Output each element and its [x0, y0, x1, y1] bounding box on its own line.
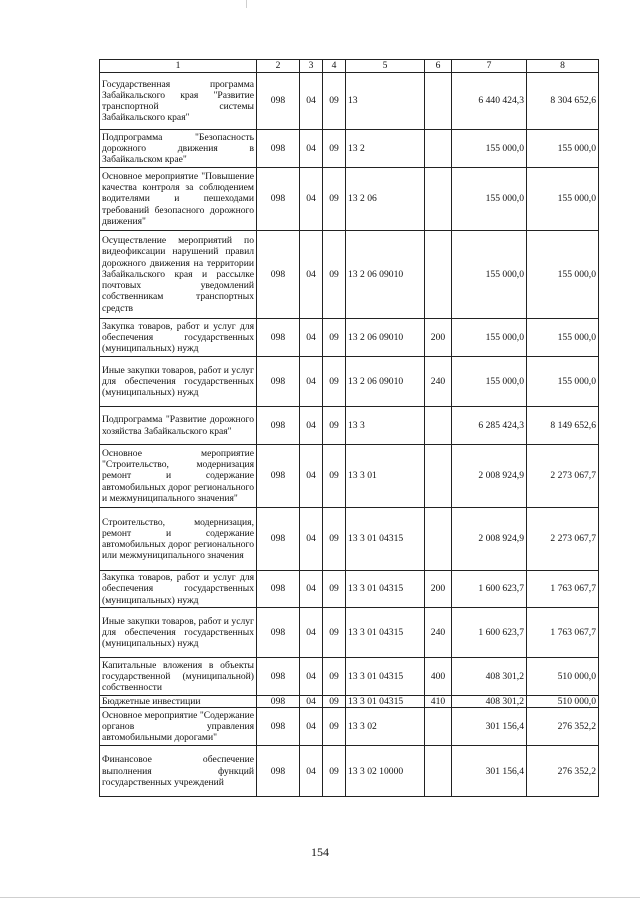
amount-year2-cell: 510 000,0 — [527, 696, 599, 708]
section-cell: 04 — [300, 608, 323, 658]
subsection-cell: 09 — [323, 746, 346, 797]
column-header: 6 — [425, 60, 452, 73]
target-article-cell: 13 2 06 09010 — [346, 231, 425, 319]
page-number: 154 — [311, 845, 329, 859]
code-ministry-cell: 098 — [257, 73, 300, 130]
expense-type-cell — [425, 130, 452, 168]
target-article-cell: 13 3 01 04315 — [346, 658, 425, 696]
expense-type-cell — [425, 445, 452, 508]
amount-year2-cell: 155 000,0 — [527, 231, 599, 319]
amount-year1-cell: 2 008 924,9 — [452, 445, 527, 508]
scan-artifact-top — [246, 0, 247, 8]
row-name-cell: Основное мероприятие "Содержание органов управления автомобильными дорогами" — [100, 708, 257, 746]
expense-type-cell: 200 — [425, 319, 452, 357]
subsection-cell: 09 — [323, 508, 346, 571]
amount-year1-cell: 155 000,0 — [452, 231, 527, 319]
column-header: 2 — [257, 60, 300, 73]
code-ministry-cell: 098 — [257, 407, 300, 445]
column-header: 3 — [300, 60, 323, 73]
amount-year2-cell: 8 149 652,6 — [527, 407, 599, 445]
table-body — [100, 73, 599, 797]
section-cell: 04 — [300, 696, 323, 708]
expense-type-cell — [425, 231, 452, 319]
code-ministry-cell: 098 — [257, 608, 300, 658]
table-row — [100, 508, 599, 571]
row-name-cell: Государственная программа Забайкальского края "Развитие транспортной системы Забайкальского края" — [100, 73, 257, 130]
section-cell: 04 — [300, 73, 323, 130]
expense-type-cell — [425, 168, 452, 231]
column-header: 5 — [346, 60, 425, 73]
row-name-cell: Закупка товаров, работ и услуг для обеспечения государственных (муниципальных) нужд — [100, 571, 257, 608]
row-name-cell: Иные закупки товаров, работ и услуг для обеспечения государственных (муниципальных) нужд — [100, 608, 257, 658]
expense-type-cell — [425, 73, 452, 130]
code-ministry-cell: 098 — [257, 658, 300, 696]
section-cell: 04 — [300, 357, 323, 407]
amount-year1-cell: 408 301,2 — [452, 696, 527, 708]
subsection-cell: 09 — [323, 73, 346, 130]
section-cell: 04 — [300, 407, 323, 445]
target-article-cell: 13 2 06 — [346, 168, 425, 231]
row-name-cell: Строительство, модернизация, ремонт и содержание автомобильных дорог регионального или межмуниципального значения — [100, 508, 257, 571]
subsection-cell: 09 — [323, 319, 346, 357]
code-ministry-cell: 098 — [257, 319, 300, 357]
row-name-cell: Основное мероприятие "Строительство, модернизация ремонт и содержание автомобильных дорог регионального и межмуниципального значения" — [100, 445, 257, 508]
amount-year1-cell: 301 156,4 — [452, 708, 527, 746]
table-row — [100, 130, 599, 168]
subsection-cell: 09 — [323, 231, 346, 319]
code-ministry-cell: 098 — [257, 746, 300, 797]
table-row — [100, 746, 599, 797]
code-ministry-cell: 098 — [257, 571, 300, 608]
section-cell: 04 — [300, 508, 323, 571]
table-row — [100, 73, 599, 130]
row-name-cell: Осуществление мероприятий по видеофиксации нарушений правил дорожного движения на территории Забайкальского края и рассылке почтовых уведомлений собственникам транспортных средств — [100, 231, 257, 319]
target-article-cell: 13 — [346, 73, 425, 130]
subsection-cell: 09 — [323, 708, 346, 746]
expense-type-cell: 200 — [425, 571, 452, 608]
amount-year1-cell: 155 000,0 — [452, 319, 527, 357]
subsection-cell: 09 — [323, 696, 346, 708]
subsection-cell: 09 — [323, 608, 346, 658]
amount-year1-cell: 155 000,0 — [452, 168, 527, 231]
row-name-cell: Закупка товаров, работ и услуг для обеспечения государственных (муниципальных) нужд — [100, 319, 257, 357]
table-row — [100, 608, 599, 658]
amount-year1-cell: 6 440 424,3 — [452, 73, 527, 130]
target-article-cell: 13 3 01 — [346, 445, 425, 508]
column-header: 8 — [527, 60, 599, 73]
section-cell: 04 — [300, 746, 323, 797]
code-ministry-cell: 098 — [257, 696, 300, 708]
code-ministry-cell: 098 — [257, 357, 300, 407]
target-article-cell: 13 3 02 — [346, 708, 425, 746]
section-cell: 04 — [300, 319, 323, 357]
amount-year2-cell: 155 000,0 — [527, 168, 599, 231]
code-ministry-cell: 098 — [257, 708, 300, 746]
table-row — [100, 168, 599, 231]
target-article-cell: 13 3 01 04315 — [346, 696, 425, 708]
target-article-cell: 13 3 01 04315 — [346, 508, 425, 571]
budget-table — [99, 59, 599, 797]
table-row — [100, 231, 599, 319]
row-name-cell: Подпрограмма "Развитие дорожного хозяйства Забайкальского края" — [100, 407, 257, 445]
target-article-cell: 13 2 — [346, 130, 425, 168]
column-header: 4 — [323, 60, 346, 73]
column-header: 7 — [452, 60, 527, 73]
section-cell: 04 — [300, 231, 323, 319]
amount-year2-cell: 155 000,0 — [527, 319, 599, 357]
table-row — [100, 407, 599, 445]
code-ministry-cell: 098 — [257, 231, 300, 319]
expense-type-cell: 410 — [425, 696, 452, 708]
row-name-cell: Основное мероприятие "Повышение качества контроля за соблюдением водителями и пешеходами требований безопасного дорожного движения" — [100, 168, 257, 231]
amount-year1-cell: 2 008 924,9 — [452, 508, 527, 571]
table-row — [100, 658, 599, 696]
expense-type-cell: 240 — [425, 357, 452, 407]
amount-year2-cell: 276 352,2 — [527, 746, 599, 797]
amount-year2-cell: 510 000,0 — [527, 658, 599, 696]
amount-year2-cell: 2 273 067,7 — [527, 508, 599, 571]
table-row — [100, 357, 599, 407]
table-header-row — [100, 60, 599, 73]
target-article-cell: 13 3 01 04315 — [346, 571, 425, 608]
amount-year2-cell: 155 000,0 — [527, 130, 599, 168]
table-row — [100, 571, 599, 608]
section-cell: 04 — [300, 445, 323, 508]
row-name-cell: Капитальные вложения в объекты государственной (муниципальной) собственности — [100, 658, 257, 696]
code-ministry-cell: 098 — [257, 508, 300, 571]
expense-type-cell — [425, 746, 452, 797]
amount-year2-cell: 155 000,0 — [527, 357, 599, 407]
row-name-cell: Подпрограмма "Безопасность дорожного движения в Забайкальском крае" — [100, 130, 257, 168]
target-article-cell: 13 2 06 09010 — [346, 357, 425, 407]
amount-year1-cell: 1 600 623,7 — [452, 608, 527, 658]
amount-year1-cell: 1 600 623,7 — [452, 571, 527, 608]
section-cell: 04 — [300, 658, 323, 696]
expense-type-cell: 400 — [425, 658, 452, 696]
amount-year2-cell: 276 352,2 — [527, 708, 599, 746]
table-row — [100, 708, 599, 746]
row-name-cell: Бюджетные инвестиции — [100, 696, 257, 708]
amount-year1-cell: 155 000,0 — [452, 130, 527, 168]
amount-year2-cell: 1 763 067,7 — [527, 608, 599, 658]
row-name-cell: Иные закупки товаров, работ и услуг для обеспечения государственных (муниципальных) нужд — [100, 357, 257, 407]
subsection-cell: 09 — [323, 407, 346, 445]
amount-year1-cell: 408 301,2 — [452, 658, 527, 696]
amount-year1-cell: 6 285 424,3 — [452, 407, 527, 445]
target-article-cell: 13 3 — [346, 407, 425, 445]
subsection-cell: 09 — [323, 445, 346, 508]
amount-year2-cell: 8 304 652,6 — [527, 73, 599, 130]
subsection-cell: 09 — [323, 168, 346, 231]
code-ministry-cell: 098 — [257, 445, 300, 508]
amount-year1-cell: 155 000,0 — [452, 357, 527, 407]
amount-year2-cell: 2 273 067,7 — [527, 445, 599, 508]
target-article-cell: 13 3 01 04315 — [346, 608, 425, 658]
section-cell: 04 — [300, 130, 323, 168]
subsection-cell: 09 — [323, 130, 346, 168]
target-article-cell: 13 3 02 10000 — [346, 746, 425, 797]
scan-artifact-bottom — [0, 897, 640, 898]
section-cell: 04 — [300, 571, 323, 608]
expense-type-cell — [425, 407, 452, 445]
expense-type-cell: 240 — [425, 608, 452, 658]
table-row — [100, 445, 599, 508]
section-cell: 04 — [300, 168, 323, 231]
subsection-cell: 09 — [323, 357, 346, 407]
expense-type-cell — [425, 508, 452, 571]
expense-type-cell — [425, 708, 452, 746]
subsection-cell: 09 — [323, 571, 346, 608]
table-row — [100, 696, 599, 708]
code-ministry-cell: 098 — [257, 168, 300, 231]
code-ministry-cell: 098 — [257, 130, 300, 168]
subsection-cell: 09 — [323, 658, 346, 696]
amount-year1-cell: 301 156,4 — [452, 746, 527, 797]
row-name-cell: Финансовое обеспечение выполнения функций государственных учреждений — [100, 746, 257, 797]
section-cell: 04 — [300, 708, 323, 746]
amount-year2-cell: 1 763 067,7 — [527, 571, 599, 608]
target-article-cell: 13 2 06 09010 — [346, 319, 425, 357]
table-row — [100, 319, 599, 357]
column-header: 1 — [100, 60, 257, 73]
